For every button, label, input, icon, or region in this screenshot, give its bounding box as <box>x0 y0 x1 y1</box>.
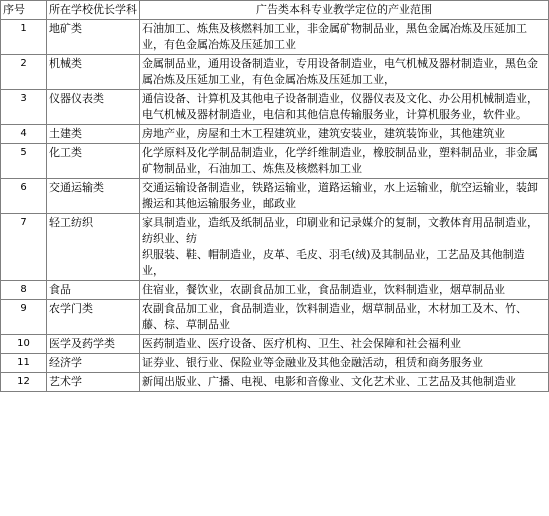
row-number: 9 <box>1 300 47 335</box>
table-row <box>1 55 549 90</box>
row-number: 3 <box>1 90 47 125</box>
row-number: 11 <box>1 354 47 373</box>
table-row <box>1 90 549 125</box>
row-major: 食品 <box>47 281 140 300</box>
row-scope: 住宿业，餐饮业，农副食品加工业，食品制造业，饮料制造业，烟草制品业 <box>140 281 549 300</box>
header-serial-no: 序号 <box>1 1 47 20</box>
row-scope: 交通运输设备制造业，铁路运输业，道路运输业，水上运输业，航空运输业，装卸搬运和其他运输服务业，邮政业 <box>140 179 549 214</box>
table-row <box>1 144 549 179</box>
table-row <box>1 335 549 354</box>
row-number: 12 <box>1 373 47 392</box>
row-number: 4 <box>1 125 47 144</box>
row-scope: 新闻出版业、广播、电视、电影和音像业、文化艺术业、工艺品及其他制造业 <box>140 373 549 392</box>
table-row <box>1 300 549 335</box>
row-number: 6 <box>1 179 47 214</box>
row-scope: 家具制造业，造纸及纸制品业，印刷业和记录媒介的复制，文教体育用品制造业，纺织业、纺 织服装、鞋、帽制造业，皮革、毛皮、羽毛(绒)及其制品业，工艺品及其他制造业， <box>140 214 549 281</box>
header-school-major: 所在学校优长学科 <box>47 1 140 20</box>
row-major: 交通运输类 <box>47 179 140 214</box>
row-major: 艺术学 <box>47 373 140 392</box>
row-major: 经济学 <box>47 354 140 373</box>
table-body <box>1 20 549 392</box>
table-row <box>1 354 549 373</box>
row-major: 轻工纺织 <box>47 214 140 281</box>
row-scope: 证券业、银行业、保险业等金融业及其他金融活动，租赁和商务服务业 <box>140 354 549 373</box>
row-number: 8 <box>1 281 47 300</box>
table-row <box>1 373 549 392</box>
row-major: 机械类 <box>47 55 140 90</box>
row-scope: 房地产业，房屋和土木工程建筑业，建筑安装业，建筑装饰业，其他建筑业 <box>140 125 549 144</box>
row-scope: 农副食品加工业，食品制造业，饮料制造业，烟草制品业，木材加工及木、竹、藤、棕、草制品业 <box>140 300 549 335</box>
row-number: 7 <box>1 214 47 281</box>
row-number: 1 <box>1 20 47 55</box>
row-scope: 通信设备、计算机及其他电子设备制造业，仪器仪表及文化、办公用机械制造业，电气机械及器材制造业，电信和其他信息传输服务业，计算机服务业，软件业。 <box>140 90 549 125</box>
row-scope: 化学原料及化学制品制造业，化学纤维制造业，橡胶制品业，塑料制品业，非金属矿物制品业，石油加工、炼焦及核燃料加工业 <box>140 144 549 179</box>
row-number: 2 <box>1 55 47 90</box>
row-scope: 医药制造业、医疗设备、医疗机构、卫生、社会保障和社会福利业 <box>140 335 549 354</box>
row-major: 仪器仪表类 <box>47 90 140 125</box>
table-row <box>1 214 549 281</box>
row-major: 农学门类 <box>47 300 140 335</box>
row-major: 化工类 <box>47 144 140 179</box>
table-header-row <box>1 1 549 20</box>
row-major: 医学及药学类 <box>47 335 140 354</box>
header-industry-scope: 广告类本科专业教学定位的产业范围 <box>140 1 549 20</box>
row-scope: 金属制品业，通用设备制造业，专用设备制造业，电气机械及器材制造业，黑色金属冶炼及压延加工业，有色金属冶炼及压延加工业， <box>140 55 549 90</box>
row-major: 土建类 <box>47 125 140 144</box>
row-scope: 石油加工、炼焦及核燃料加工业，非金属矿物制品业，黑色金属冶炼及压延加工业，有色金属冶炼及压延加工业 <box>140 20 549 55</box>
row-number: 5 <box>1 144 47 179</box>
table-row <box>1 20 549 55</box>
table-row <box>1 281 549 300</box>
table-row <box>1 125 549 144</box>
row-major: 地矿类 <box>47 20 140 55</box>
row-number: 10 <box>1 335 47 354</box>
table-row <box>1 179 549 214</box>
